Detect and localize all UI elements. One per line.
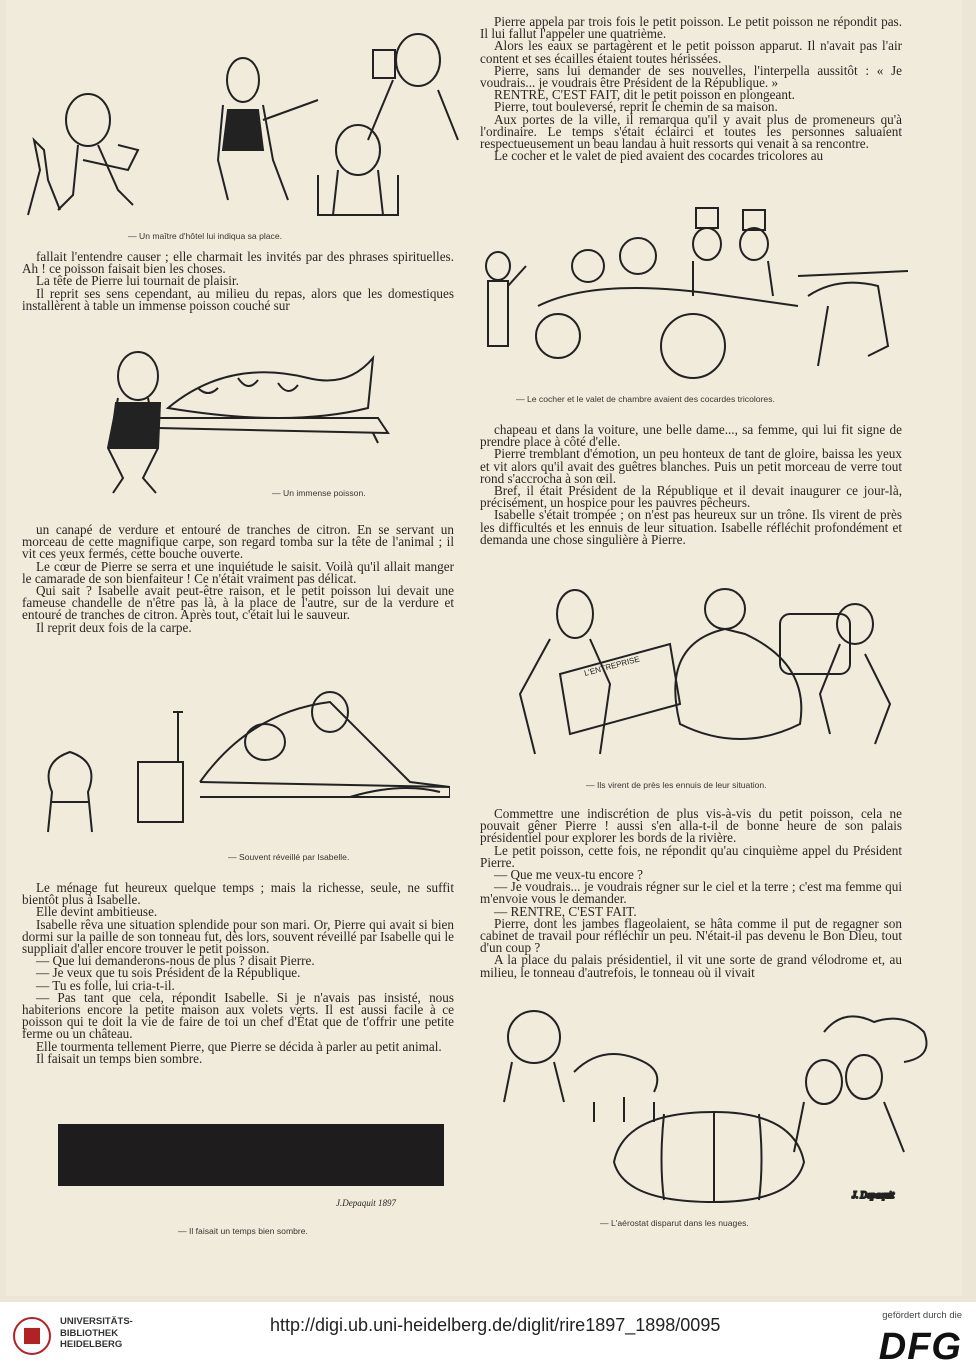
paragraph: Elle tourmenta tellement Pierre, que Pierre se décida à parler au petit animal. (36, 1038, 442, 1054)
paragraph: — Que lui demanderons-nous de plus ? disait Pierre. (36, 953, 315, 969)
paragraph: Isabelle rêva une situation splendide pour son mari. Or, Pierre qui avait si bien dormi sur la paille de son tonneau fut, dès lors, souvent réveillé par Isabelle qui le suppliait d'aller encore trouver le petit poisson. (22, 916, 454, 957)
left-column-text-b (22, 524, 454, 634)
paragraph: Pierre tremblant d'émotion, un peu honteux de tant de gloire, baissa les yeux et vit alors qu'il avait des guêtres blanches. Puis un petit morceau de verre tout rond s'accrocha à son œil. (480, 446, 902, 486)
paragraph: Le cœur de Pierre se serra et une inquiétude le saisit. Voilà qu'il allait manger le camarade de son bienfaiteur ! Ce n'était vraiment pas délicat. (22, 558, 454, 586)
illustration-balloon (494, 1002, 944, 1220)
paragraph: Pierre appela par trois fois le petit poisson. Le petit poisson ne répondit pas. Il lui fallut l'appeler une quatrième. (480, 14, 902, 42)
paragraph: Aux portes de la ville, il remarqua qu'il y avait plus de promeneurs qu'à l'ordinaire. Le temps s'était éclairci et toutes les personnes saluaient respectueusement un beau landau à huit ressorts qui venait à sa rencontre. (480, 111, 902, 152)
university-seal-icon (12, 1316, 52, 1356)
paragraph: — Pas tant que cela, répondit Isabelle. Si je n'avais pas insisté, nous habiterions encore la petite maison aux volets verts. Il est aussi facile à ce poisson qui te doit la vie de faire de toi un chef d'État que de t'offrir une petite ferme ou un château. (22, 989, 454, 1042)
caption-fish: — Un immense poisson. (272, 488, 366, 498)
paragraph: Pierre, sans lui demander de ses nouvelles, l'interpella aussitôt : « Je voudrais... je voudrais être Président de la République. » (480, 62, 902, 91)
paragraph: — Je veux que tu sois Président de la République. (36, 965, 301, 981)
paragraph: A la place du palais présidentiel, il vit une sorte de grand vélodrome et, au milieu, le tonneau d'autrefois, le tonneau où il vivait (480, 952, 902, 980)
right-column-text-mid (480, 424, 902, 546)
institution-line: BIBLIOTHEK (60, 1327, 119, 1339)
caption-hotel: — Un maître d'hôtel lui indiqua sa place. (128, 231, 283, 241)
paragraph: chapeau et dans la voiture, une belle dame..., sa femme, qui lui fit signe de prendre place à côté d'elle. (480, 422, 902, 450)
paragraph: — RENTRE, C'EST FAIT. (494, 903, 637, 919)
paragraph: RENTRE, C'EST FAIT, dit le petit poisson en plongeant. (494, 87, 795, 103)
paragraph: fallait l'entendre causer ; elle charmait les invités par des phrases spirituelles. Ah ! ce poisson faisait bien les choses. (22, 249, 454, 277)
caption-dark: — Il faisait un temps bien sombre. (178, 1226, 308, 1236)
illustration-immense-poisson (88, 338, 398, 500)
right-column-text-low (480, 808, 902, 979)
paragraph: Il faisait un temps bien sombre. (36, 1050, 203, 1066)
right-column-text-top (480, 16, 902, 162)
caption-coachman: — Le cocher et le valet de chambre avaient des cocardes tricolores. (516, 394, 775, 404)
paragraph: Bref, il était Président de la République et il devait inaugurer ce jour-là, précisément, un hospice pour les pauvres pêcheurs. (480, 483, 902, 511)
paragraph: Isabelle s'était trompée ; on n'est pas heureux sur un trône. Ils virent de près les difficultés et les ennuis de leur situation. Isabelle réfléchit profondément et demanda une chose singulière à Pierre. (480, 507, 902, 547)
paragraph: Il reprit deux fois de la carpe. (36, 619, 192, 635)
source-url-link[interactable]: http://digi.ub.uni-heidelberg.de/diglit/rire1897_1898/0095 (270, 1315, 721, 1335)
caption-bed: — Souvent réveillé par Isabelle. (228, 852, 350, 862)
paragraph: — Que me veux-tu encore ? (494, 867, 644, 883)
paragraph: Le ménage fut heureux quelque temps ; mais la richesse, seule, ne suffit bientôt plus à Isabelle. (22, 880, 454, 908)
institution-line: UNIVERSITÄTS- (60, 1316, 133, 1327)
signature-balloon: J. Depaquit (852, 1190, 894, 1200)
left-column-text-a (22, 251, 454, 312)
paragraph: Pierre, dont les jambes flageolaient, se hâta comme il put de regagner son cabinet de travail pour réfléchir un peu. N'était-il pas devenu le Bon Dieu, tout d'un coup ? (480, 915, 902, 956)
left-column-text-c (22, 882, 454, 1065)
illustration-dark-weather (58, 1124, 444, 1212)
paragraph: Pierre, tout bouleversé, reprit le chemin de sa maison. (494, 99, 778, 115)
signature-dark: J.Depaquit 1897 (336, 1198, 396, 1208)
newspaper-label: L'ENTREPRISE (583, 654, 641, 678)
paragraph: Il reprit ses sens cependant, au milieu du repas, alors que les domestiques installèrent à table un immense poisson couché sur (22, 285, 454, 313)
illustration-maitre-hotel (18, 20, 462, 226)
institution-line: HEIDELBERG (60, 1339, 123, 1350)
paragraph: Elle devint ambitieuse. (36, 904, 158, 920)
dfg-logo: DFG (878, 1326, 962, 1368)
paragraph: — Tu es folle, lui cria-t-il. (36, 977, 175, 993)
paragraph: — Je voudrais... je voudrais régner sur le ciel et la terre ; c'est ma femme qui m'envoie vous le demander. (480, 879, 902, 907)
illustration-troubles (480, 584, 920, 774)
illustration-coachman (478, 196, 918, 392)
caption-balloon: — L'aérostat disparut dans les nuages. (600, 1218, 749, 1228)
footer-bar (0, 1302, 976, 1369)
paragraph: un canapé de verdure et entouré de tranches de citron. En se servant un morceau de cette magnifique carpe, son regard tomba sur la tête de l'animal ; il vit ces yeux fermés, cette bouche ouverte. (22, 522, 454, 562)
paragraph: Qui sait ? Isabelle avait peut-être raison, et le petit poisson lui devait une fameuse chandelle de n'être pas là, à la place de l'autre, sur de la verdure et entouré de tranches de citron. Après tout, c'était lui le sauveur. (22, 583, 454, 623)
institution-name (60, 1316, 133, 1351)
paragraph: Alors les eaux se partagèrent et le petit poisson apparut. Il n'avait pas l'air content et ses écailles étaient toutes hérissées. (480, 38, 902, 66)
funded-by-label: gefördert durch die (882, 1310, 962, 1321)
illustration-bed (30, 672, 450, 850)
caption-troubles: — Ils virent de près les ennuis de leur situation. (586, 780, 767, 790)
paragraph: Le petit poisson, cette fois, ne répondit qu'au cinquième appel du Président Pierre. (480, 842, 902, 870)
paragraph: Commettre une indiscrétion de plus vis-à-vis du petit poisson, cela ne pouvait gêner Pierre ! aussi s'en alla-t-il de bonne heure de son palais présidentiel pour explorer les bords de la rivière. (480, 806, 902, 846)
paragraph: Le cocher et le valet de pied avaient des cocardes tricolores au (494, 148, 824, 164)
paragraph: La tête de Pierre lui tournait de plaisir. (36, 273, 239, 289)
